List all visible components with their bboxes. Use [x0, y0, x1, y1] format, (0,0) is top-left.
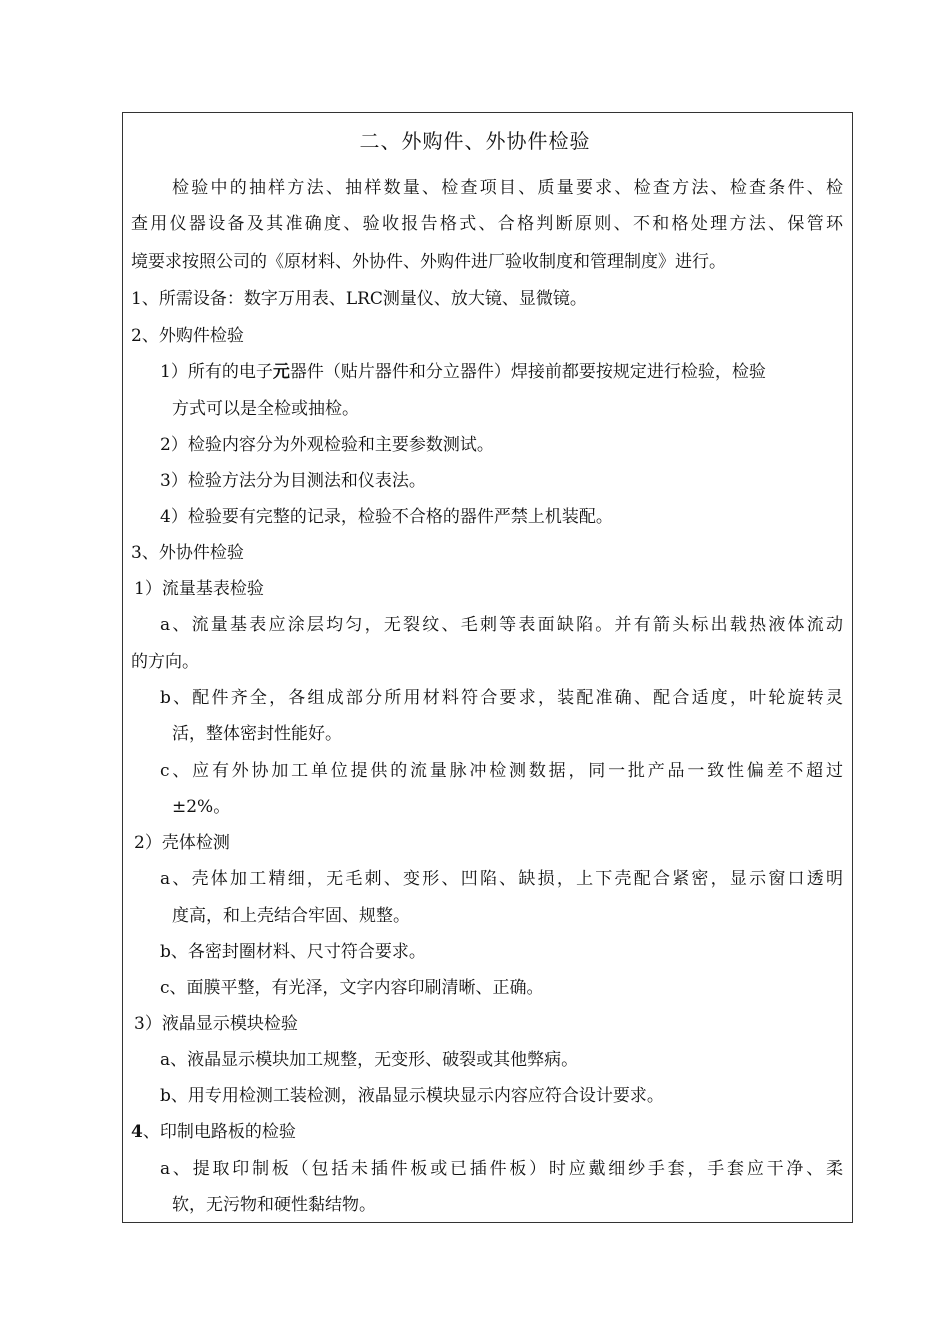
- item-1-bold-char: 元: [272, 362, 290, 382]
- item-1-part-a: 1）所有的电子: [160, 362, 273, 382]
- flow-meter-item-a-cont: 的方向。: [131, 652, 199, 672]
- purchased-parts-heading: 2、外购件检验: [131, 326, 244, 346]
- flow-meter-item-a: a、流量基表应涂层均匀，无裂纹、毛刺等表面缺陷。并有箭头标出载热液体流动: [160, 615, 843, 635]
- flow-meter-item-b-cont: 活，整体密封性能好。: [172, 724, 342, 744]
- flow-meter-item-c-cont: ±2%。: [172, 797, 231, 817]
- intro-line-3: 境要求按照公司的《原材料、外协件、外购件进厂验收制度和管理制度》进行。: [131, 252, 726, 272]
- outsourced-parts-heading: 3、外协件检验: [131, 543, 244, 563]
- purchased-item-1-cont: 方式可以是全检或抽检。: [172, 399, 359, 419]
- equipment-line: 1、所需设备：数字万用表、LRC测量仪、放大镜、显微镜。: [131, 289, 587, 309]
- housing-item-a-cont: 度高，和上壳结合牢固、规整。: [172, 906, 410, 926]
- purchased-item-2: 2）检验内容分为外观检验和主要参数测试。: [160, 435, 494, 455]
- intro-line-2: 查用仪器设备及其准确度、验收报告格式、合格判断原则、不和格处理方法、保管环: [131, 214, 843, 234]
- housing-item-c: c、面膜平整，有光泽，文字内容印刷清晰、正确。: [160, 978, 544, 998]
- lcd-module-item-a: a、液晶显示模块加工规整，无变形、破裂或其他弊病。: [160, 1050, 579, 1070]
- flow-meter-item-b: b、配件齐全，各组成部分所用材料符合要求，装配准确、配合适度，叶轮旋转灵: [160, 688, 843, 708]
- intro-line-1: 检验中的抽样方法、抽样数量、检查项目、质量要求、检查方法、检查条件、检: [172, 178, 843, 198]
- purchased-item-1: [160, 360, 843, 384]
- item-1-part-c: 器件（贴片器件和分立器件）焊接前都要按规定进行检验，检验: [289, 362, 766, 382]
- pcb-item-a: a、提取印制板（包括未插件板或已插件板）时应戴细纱手套，手套应干净、柔: [160, 1159, 843, 1179]
- flow-meter-heading: 1）流量基表检验: [134, 579, 264, 599]
- housing-item-b: b、各密封圈材料、尺寸符合要求。: [160, 942, 426, 962]
- pcb-heading-number: 4: [131, 1122, 143, 1142]
- pcb-item-a-cont: 软，无污物和硬性黏结物。: [172, 1195, 376, 1215]
- section-title: 二、外购件、外协件检验: [359, 129, 591, 153]
- housing-heading: 2）壳体检测: [134, 833, 230, 853]
- lcd-module-item-b: b、用专用检测工装检测，液晶显示模块显示内容应符合设计要求。: [160, 1086, 664, 1106]
- pcb-heading-text: 、印制电路板的检验: [142, 1122, 296, 1142]
- housing-item-a: a、壳体加工精细，无毛刺、变形、凹陷、缺损，上下壳配合紧密，显示窗口透明: [160, 869, 843, 889]
- purchased-item-4: 4）检验要有完整的记录，检验不合格的器件严禁上机装配。: [160, 507, 613, 527]
- flow-meter-item-c: c、应有外协加工单位提供的流量脉冲检测数据，同一批产品一致性偏差不超过: [160, 761, 843, 781]
- lcd-module-heading: 3）液晶显示模块检验: [134, 1014, 298, 1034]
- pcb-heading: [131, 1120, 296, 1144]
- purchased-item-3: 3）检验方法分为目测法和仪表法。: [160, 471, 426, 491]
